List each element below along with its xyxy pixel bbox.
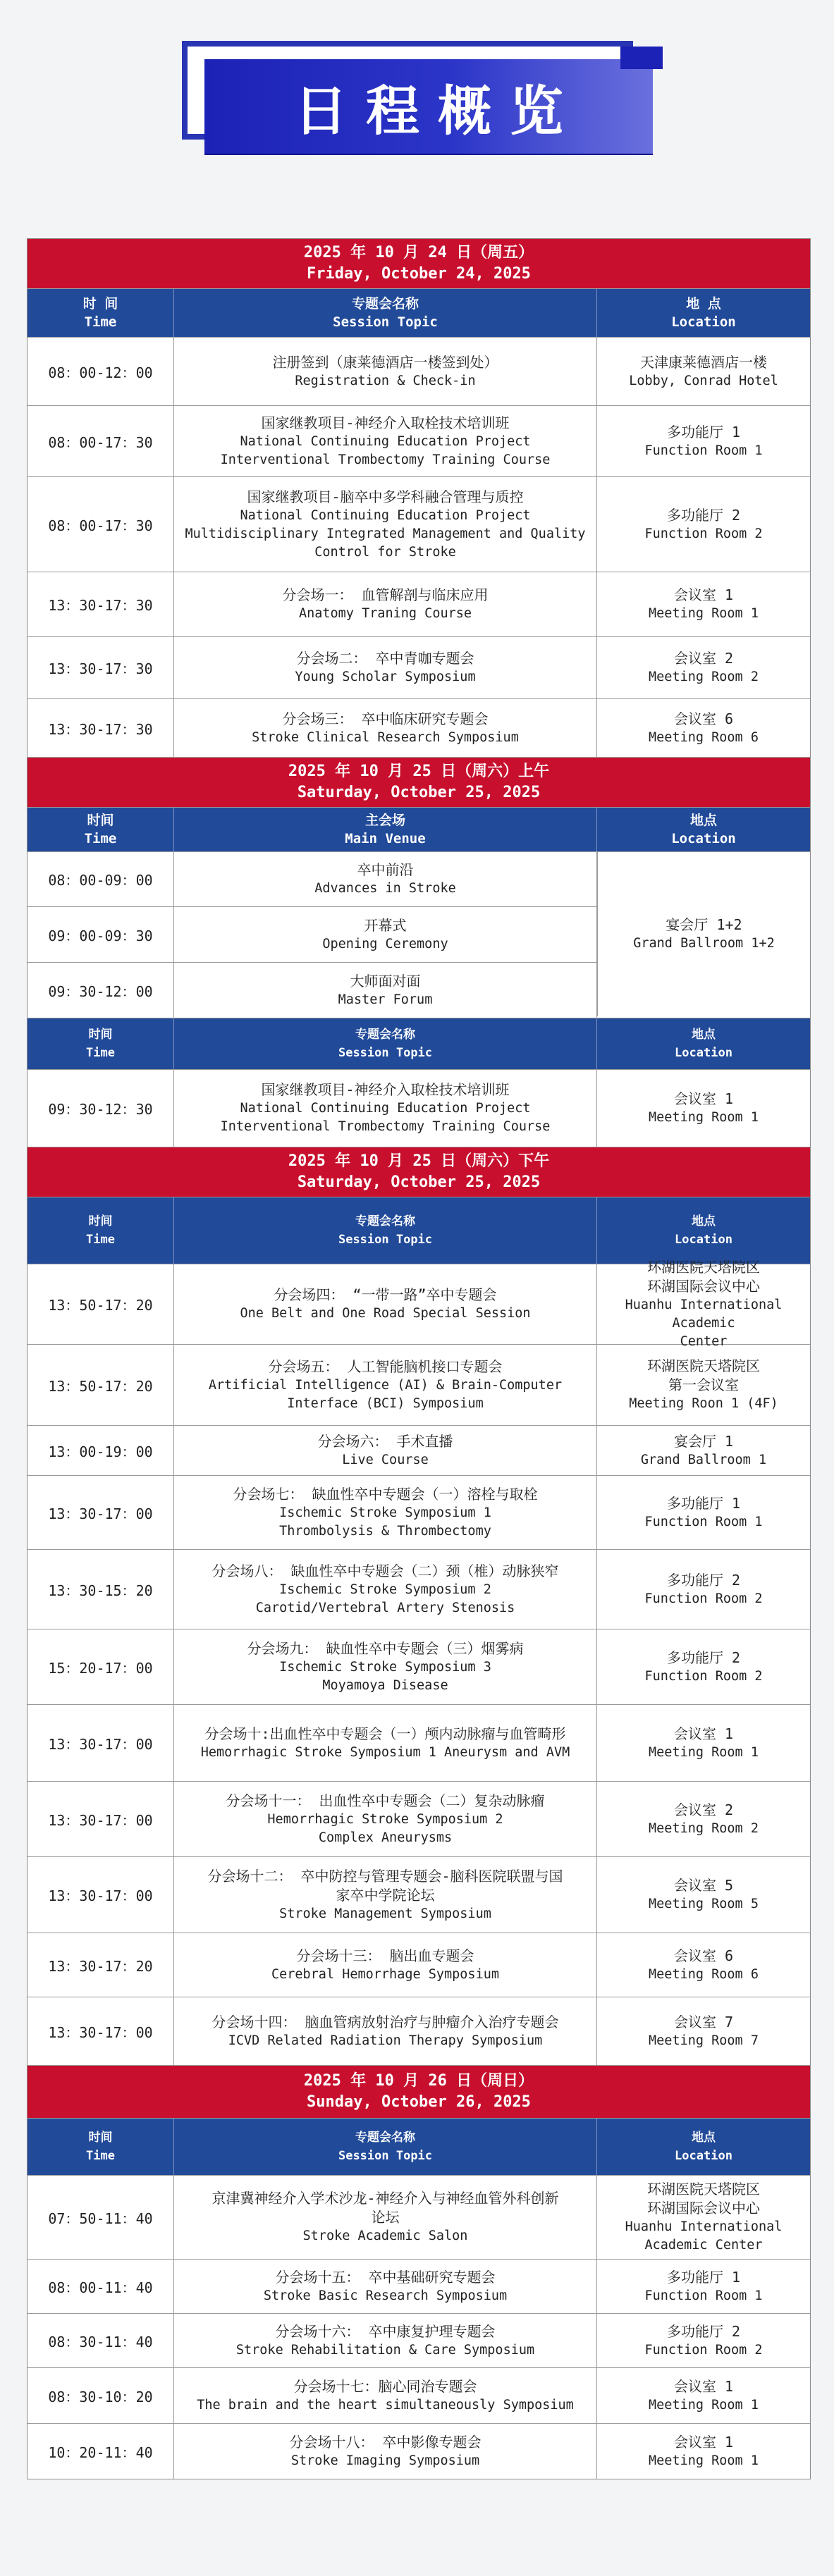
session-title-en-line2: Interface (BCI) Symposium bbox=[287, 1395, 484, 1411]
session-title-en: Cerebral Hemorrhage Symposium bbox=[271, 1966, 499, 1982]
location-en: Grand Ballroom 1 bbox=[640, 1452, 767, 1467]
session-title-en: Opening Ceremony bbox=[322, 936, 448, 951]
location-en: Meeting Room 7 bbox=[649, 2033, 759, 2048]
session-time: 15：20-17：00 bbox=[48, 1659, 153, 1677]
session-time: 13：30-17：00 bbox=[48, 1735, 153, 1753]
session-time: 13：30-17：00 bbox=[48, 1811, 153, 1829]
session-title-en: Stroke Basic Research Symposium bbox=[263, 2288, 508, 2303]
location-zh: 多功能厅 1 bbox=[666, 2268, 741, 2286]
header-loc-zh: 地点 bbox=[689, 813, 717, 828]
session-title-zh: 分会场三： 卒中临床研究专题会 bbox=[282, 710, 489, 727]
session-time: 13：30-17：30 bbox=[48, 597, 153, 614]
session-title-en: Live Course bbox=[342, 1452, 429, 1467]
day-banner bbox=[27, 758, 810, 808]
header-loc-en: Location bbox=[675, 1046, 732, 1060]
location-zh: 会议室 2 bbox=[673, 1801, 734, 1818]
session-title-zh: 国家继教项目-神经介入取栓技术培训班 bbox=[261, 414, 510, 431]
table-row bbox=[27, 1933, 810, 1997]
location-en: Function Room 1 bbox=[644, 443, 763, 458]
session-title-en: Advances in Stroke bbox=[314, 881, 456, 896]
location-zh-line2: 环湖国际会议中心 bbox=[647, 2200, 760, 2217]
table-row bbox=[27, 2368, 810, 2424]
location-en: Meeting Room 5 bbox=[649, 1897, 759, 1911]
session-time: 08：30-10：20 bbox=[48, 2388, 153, 2405]
session-time: 13：30-17：30 bbox=[48, 720, 153, 738]
location-en: Meeting Room 1 bbox=[649, 1110, 759, 1125]
session-time: 13：00-19：00 bbox=[48, 1443, 153, 1460]
location-en: Function Room 2 bbox=[644, 526, 763, 541]
session-time: 09：30-12：00 bbox=[48, 982, 153, 1000]
table-header bbox=[27, 1018, 810, 1070]
session-time: 08：00-09：00 bbox=[48, 872, 153, 889]
day-date-en: Saturday, October 25, 2025 bbox=[297, 1173, 541, 1191]
header-time-en: Time bbox=[86, 1233, 115, 1247]
day-date-en: Sunday, October 26, 2025 bbox=[307, 2093, 531, 2111]
header-loc-zh: 地点 bbox=[692, 2131, 716, 2145]
session-title-zh: 分会场十三： 脑出血专题会 bbox=[296, 1947, 474, 1964]
session-title-en: National Continuing Education Project bbox=[240, 507, 531, 523]
location-zh-line2: 第一会议室 bbox=[668, 1376, 739, 1393]
location-en: Meeting Room 1 bbox=[649, 2453, 759, 2468]
day-banner bbox=[27, 2066, 810, 2119]
session-title-zh: 分会场十八： 卒中影像专题会 bbox=[289, 2433, 482, 2451]
table-row bbox=[27, 2260, 810, 2314]
session-time: 13：50-17：20 bbox=[48, 1297, 153, 1314]
location-zh: 多功能厅 1 bbox=[666, 423, 741, 440]
location-en-line2: Center bbox=[680, 1333, 728, 1349]
session-time: 08：00-11：40 bbox=[48, 2279, 153, 2296]
location-en: Meeting Room 1 bbox=[649, 1744, 759, 1760]
session-time: 08：00-17：30 bbox=[48, 517, 153, 534]
day-date-zh: 2025 年 10 月 25 日（周六）下午 bbox=[288, 1152, 550, 1170]
session-time: 13：30-17：30 bbox=[48, 660, 153, 677]
session-title-en-line2: Complex Aneurysms bbox=[318, 1830, 453, 1845]
header-loc-en: Location bbox=[671, 831, 736, 846]
location-en: Meeting Roon 1 (4F) bbox=[629, 1396, 778, 1411]
session-title-en: Registration & Check-in bbox=[295, 373, 476, 388]
header-time-zh: 时间 bbox=[88, 1214, 113, 1228]
day-date-zh: 2025 年 10 月 26 日（周日） bbox=[303, 2072, 534, 2090]
session-title-en: Anatomy Traning Course bbox=[298, 606, 472, 621]
session-title-zh-line2: 论坛 bbox=[371, 2209, 400, 2226]
session-title-zh: 大师面对面 bbox=[350, 972, 421, 990]
session-title-en-line3: Control for Stroke bbox=[314, 544, 456, 560]
session-time: 08：00-17：30 bbox=[48, 433, 153, 451]
location-en: Function Room 2 bbox=[644, 1591, 763, 1606]
location-zh: 会议室 1 bbox=[673, 1090, 734, 1107]
table-row bbox=[27, 1997, 810, 2066]
session-title-zh-line2: 家卒中学院论坛 bbox=[336, 1886, 435, 1904]
location-en: Huanhu International bbox=[625, 2219, 783, 2234]
location-zh: 多功能厅 1 bbox=[666, 1494, 741, 1512]
session-title-zh: 分会场十四： 脑血管病放射治疗与肿瘤介入治疗专题会 bbox=[211, 2013, 559, 2030]
location-zh: 会议室 1 bbox=[673, 1725, 734, 1742]
header-topic-zh: 专题会名称 bbox=[351, 296, 419, 312]
session-title-en: ICVD Related Radiation Therapy Symposium bbox=[228, 2033, 543, 2048]
location-zh: 会议室 1 bbox=[673, 2433, 734, 2451]
header-topic-en: Session Topic bbox=[338, 1233, 433, 1247]
header-loc-en: Location bbox=[675, 2149, 732, 2163]
header-topic-zh: 专题会名称 bbox=[355, 2131, 415, 2145]
header-time-en: Time bbox=[84, 314, 117, 330]
table-row bbox=[27, 2424, 810, 2479]
table-header bbox=[27, 2119, 810, 2176]
location-zh: 会议室 7 bbox=[673, 2013, 734, 2030]
table-row bbox=[27, 699, 810, 758]
session-title-en: Stroke Academic Salon bbox=[302, 2229, 468, 2243]
session-title-en: The brain and the heart simultaneously Symposium bbox=[197, 2397, 574, 2412]
header-time-zh: 时间 bbox=[88, 2131, 113, 2145]
table-row bbox=[27, 338, 810, 406]
session-title-zh: 分会场十七：脑心同治专题会 bbox=[293, 2377, 477, 2395]
day-date-en: Friday, October 24, 2025 bbox=[307, 265, 531, 283]
session-title-zh: 京津冀神经介入学术沙龙-神经介入与神经血管外科创新 bbox=[211, 2190, 559, 2207]
session-title-en-line2: Interventional Trombectomy Training Course bbox=[220, 452, 551, 467]
table-row bbox=[27, 1345, 810, 1426]
session-title-en: Stroke Clinical Research Symposium bbox=[252, 729, 519, 745]
location-zh: 多功能厅 2 bbox=[666, 1571, 741, 1589]
table-row bbox=[27, 572, 810, 637]
location-en: Lobby, Conrad Hotel bbox=[629, 373, 778, 388]
table-row bbox=[27, 406, 810, 477]
session-title-zh: 分会场一： 血管解剖与临床应用 bbox=[282, 586, 489, 603]
location-zh: 多功能厅 2 bbox=[666, 2322, 741, 2340]
session-time: 09：30-12：30 bbox=[48, 1101, 153, 1118]
merged-location-cell bbox=[597, 852, 810, 1016]
session-time: 13：50-17：20 bbox=[48, 1377, 153, 1395]
header-topic-zh: 专题会名称 bbox=[355, 1214, 415, 1228]
session-time: 13：30-17：20 bbox=[48, 1957, 153, 1975]
session-title-en: Stroke Management Symposium bbox=[279, 1906, 491, 1921]
session-time: 08：00-12：00 bbox=[48, 364, 153, 381]
session-title-zh: 国家继教项目-神经介入取栓技术培训班 bbox=[261, 1081, 510, 1098]
session-title-en-line2: Carotid/Vertebral Artery Stenosis bbox=[255, 1600, 515, 1615]
table-row bbox=[27, 637, 810, 699]
day-date-zh: 2025 年 10 月 25 日（周六）上午 bbox=[288, 763, 550, 780]
session-title-en: Stroke Imaging Symposium bbox=[290, 2453, 480, 2468]
session-title-en: Ischemic Stroke Symposium 1 bbox=[279, 1505, 491, 1520]
day-banner bbox=[27, 239, 810, 289]
header-time-zh: 时间 bbox=[88, 1028, 113, 1042]
session-title-en-line2: Interventional Trombectomy Training Course bbox=[220, 1119, 551, 1134]
session-title-zh: 分会场六： 手术直播 bbox=[317, 1432, 453, 1450]
location-en: Meeting Room 2 bbox=[649, 670, 759, 684]
session-time: 07：50-11：40 bbox=[48, 2210, 153, 2227]
location-en: Meeting Room 6 bbox=[649, 729, 759, 745]
session-time: 13：30-15：20 bbox=[48, 1582, 153, 1599]
location-zh: 会议室 1 bbox=[673, 586, 734, 603]
location-en: Huanhu International Academic bbox=[625, 1297, 783, 1331]
session-time: 13：30-17：00 bbox=[48, 1505, 153, 1522]
session-title-zh: 卒中前沿 bbox=[357, 861, 414, 878]
location-en: Meeting Room 1 bbox=[649, 2397, 759, 2412]
session-time: 13：30-17：00 bbox=[48, 1887, 153, 1904]
session-title-zh: 分会场九： 缺血性卒中专题会（三）烟雾病 bbox=[247, 1639, 524, 1657]
header-loc-zh: 地点 bbox=[692, 1214, 716, 1228]
session-title-zh: 分会场五： 人工智能脑机接口专题会 bbox=[268, 1357, 503, 1375]
session-title-zh: 分会场四： “一带一路”卒中专题会 bbox=[274, 1286, 497, 1303]
session-title-zh: 分会场二： 卒中青咖专题会 bbox=[296, 650, 474, 667]
table-row bbox=[27, 1426, 810, 1476]
day-date-zh: 2025 年 10 月 24 日（周五） bbox=[303, 244, 534, 261]
location-zh: 会议室 6 bbox=[673, 1947, 734, 1964]
table-row bbox=[27, 477, 810, 572]
location-zh: 环湖医院天塔院区 bbox=[647, 1258, 760, 1276]
header-time-zh: 时 间 bbox=[82, 296, 118, 312]
header-main-venue-en: Main Venue bbox=[345, 831, 426, 846]
session-title-en: Hemorrhagic Stroke Symposium 1 Aneurysm and AVM bbox=[200, 1744, 570, 1760]
header-loc-en: Location bbox=[675, 1233, 732, 1247]
day-banner bbox=[27, 1147, 810, 1197]
page-title: 日程概览 bbox=[294, 79, 582, 142]
location-en: Function Room 2 bbox=[644, 2342, 763, 2358]
location-zh: 环湖医院天塔院区 bbox=[647, 1357, 760, 1374]
table-row bbox=[27, 1705, 810, 1782]
location-en-line2: Academic Center bbox=[644, 2238, 763, 2253]
session-time: 08：30-11：40 bbox=[48, 2333, 153, 2350]
header-topic-en: Session Topic bbox=[333, 314, 438, 330]
location-en: Function Room 2 bbox=[644, 1668, 763, 1684]
session-title-en: Ischemic Stroke Symposium 2 bbox=[279, 1582, 491, 1597]
location-zh: 宴会厅 1 bbox=[673, 1432, 734, 1450]
location-zh: 环湖医院天塔院区 bbox=[647, 2181, 760, 2198]
session-time: 09：00-09：30 bbox=[48, 927, 153, 944]
session-title-en: National Continuing Education Project bbox=[240, 1101, 531, 1116]
session-title-en: Ischemic Stroke Symposium 3 bbox=[279, 1659, 491, 1675]
header-topic-en: Session Topic bbox=[338, 2149, 433, 2163]
table-row bbox=[27, 1070, 810, 1147]
title-plate bbox=[204, 59, 653, 154]
location-zh: 会议室 1 bbox=[673, 2377, 734, 2395]
session-title-en: National Continuing Education Project bbox=[240, 433, 531, 449]
session-title-zh: 国家继教项目-脑卒中多学科融合管理与质控 bbox=[247, 488, 524, 505]
location-zh: 会议室 2 bbox=[673, 650, 734, 667]
location-zh: 宴会厅 1+2 bbox=[666, 916, 742, 933]
session-title-zh: 注册签到（康莱德酒店一楼签到处） bbox=[272, 353, 498, 371]
header-loc-zh: 地点 bbox=[692, 1028, 716, 1042]
location-zh-line2: 环湖国际会议中心 bbox=[647, 1277, 760, 1295]
location-zh: 会议室 6 bbox=[673, 710, 734, 727]
header-loc-zh: 地 点 bbox=[686, 296, 721, 312]
session-title-en: Stroke Rehabilitation & Care Symposium bbox=[235, 2342, 535, 2358]
session-title-zh: 分会场七： 缺血性卒中专题会（一）溶栓与取栓 bbox=[233, 1485, 538, 1503]
location-zh: 天津康莱德酒店一楼 bbox=[640, 353, 767, 371]
table-row bbox=[27, 1629, 810, 1705]
header-topic-en: Session Topic bbox=[338, 1046, 433, 1060]
table-header bbox=[27, 289, 810, 338]
session-title-zh: 分会场十六： 卒中康复护理专题会 bbox=[275, 2322, 496, 2340]
schedule-table bbox=[27, 238, 811, 2479]
header-time-en: Time bbox=[86, 2149, 115, 2163]
header-time-en: Time bbox=[84, 831, 117, 846]
location-en: Meeting Room 6 bbox=[649, 1966, 759, 1982]
table-header bbox=[27, 808, 810, 852]
table-row bbox=[27, 1550, 810, 1629]
session-title-en: One Belt and One Road Special Session bbox=[240, 1306, 531, 1321]
title-banner bbox=[182, 41, 654, 155]
header-main-venue-zh: 主会场 bbox=[364, 813, 405, 828]
session-title-en-line2: Moyamoya Disease bbox=[322, 1677, 448, 1693]
location-zh: 多功能厅 2 bbox=[666, 506, 741, 524]
session-time: 10：20-11：40 bbox=[48, 2443, 153, 2461]
session-title-en-line2: Thrombolysis & Thrombectomy bbox=[279, 1523, 491, 1539]
session-title-en: Hemorrhagic Stroke Symposium 2 bbox=[267, 1811, 503, 1827]
location-en: Grand Ballroom 1+2 bbox=[633, 936, 775, 951]
table-row bbox=[27, 1258, 810, 1349]
session-title-zh: 分会场十五： 卒中基础研究专题会 bbox=[275, 2268, 496, 2286]
table-row bbox=[27, 2314, 810, 2368]
location-en: Meeting Room 2 bbox=[649, 1820, 759, 1836]
session-title-en: Artificial Intelligence (AI) & Brain-Computer bbox=[208, 1377, 563, 1393]
main-venue-group bbox=[27, 852, 810, 1018]
session-title-en-line2: Multidisciplinary Integrated Management and Quality bbox=[185, 526, 586, 541]
session-time: 13：30-17：00 bbox=[48, 2023, 153, 2041]
location-en: Meeting Room 1 bbox=[649, 606, 759, 621]
table-header bbox=[27, 1197, 810, 1264]
day-date-en: Saturday, October 25, 2025 bbox=[297, 784, 541, 801]
session-title-en: Young Scholar Symposium bbox=[295, 670, 476, 684]
session-title-zh: 开幕式 bbox=[364, 916, 407, 934]
location-en: Function Room 1 bbox=[644, 2288, 763, 2303]
header-loc-en: Location bbox=[671, 314, 736, 330]
table-row bbox=[27, 1476, 810, 1550]
table-row bbox=[27, 1857, 810, 1933]
session-title-zh: 分会场十二： 卒中防控与管理专题会-脑科医院联盟与国 bbox=[207, 1867, 563, 1885]
location-zh: 多功能厅 2 bbox=[666, 1648, 741, 1666]
table-row bbox=[27, 1782, 810, 1857]
session-title-zh: 分会场十一： 出血性卒中专题会（二）复杂动脉瘤 bbox=[226, 1792, 545, 1809]
session-title-en: Master Forum bbox=[338, 992, 433, 1007]
session-title-zh: 分会场八： 缺血性卒中专题会（二）颈（椎）动脉狭窄 bbox=[211, 1562, 559, 1579]
header-time-zh: 时间 bbox=[87, 813, 114, 828]
location-en: Function Room 1 bbox=[644, 1514, 763, 1529]
header-topic-zh: 专题会名称 bbox=[355, 1028, 415, 1042]
session-title-zh: 分会场十:出血性卒中专题会（一）颅内动脉瘤与血管畸形 bbox=[204, 1725, 566, 1742]
header-time-en: Time bbox=[86, 1046, 115, 1060]
location-zh: 会议室 5 bbox=[673, 1877, 734, 1894]
table-row bbox=[27, 2176, 810, 2260]
